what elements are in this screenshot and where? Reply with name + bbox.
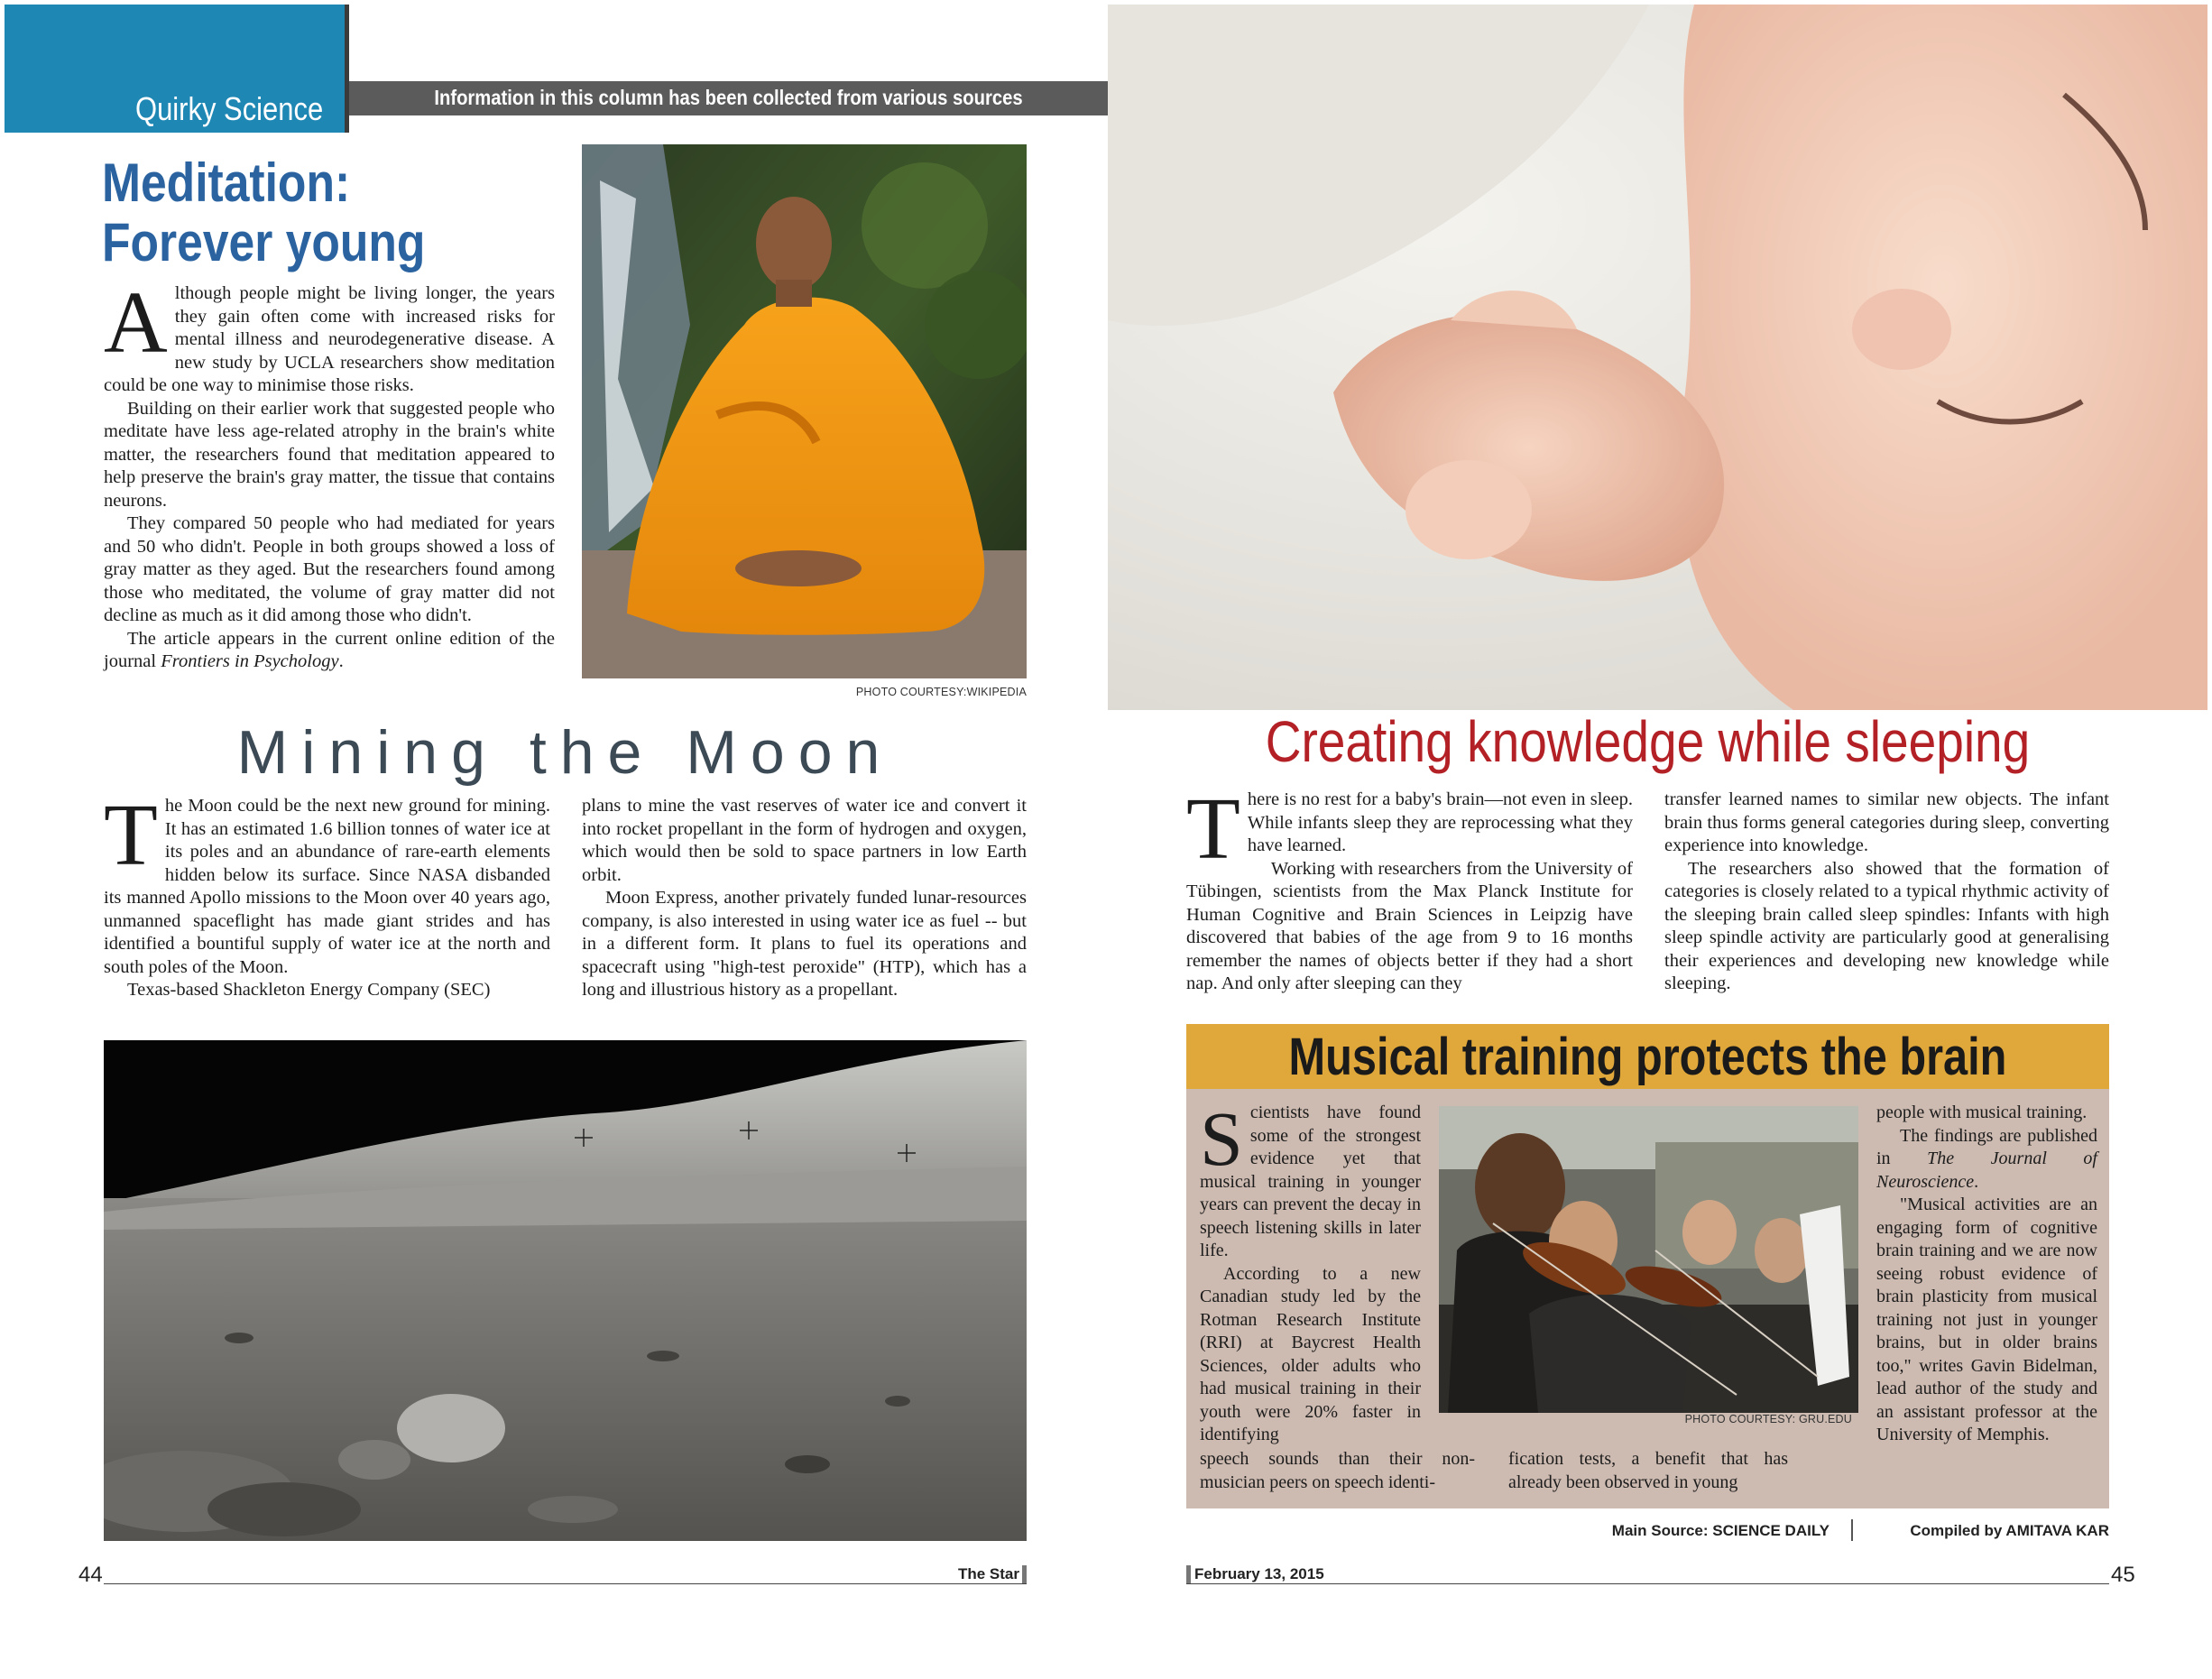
meditation-photo-credit: PHOTO COURTESY:WIKIPEDIA	[855, 686, 1027, 698]
moon-column-1	[104, 787, 550, 1002]
music-column-3	[1876, 1102, 2097, 1447]
sleep-headline: Creating knowledge while sleeping	[1265, 709, 2031, 774]
meditation-title-line1: Meditation:	[102, 152, 351, 213]
meditation-para-3: They compared 50 people who had mediated for years and 50 who didn't. People in both groups showed a loss of gray matter as they aged. But the researchers found among those who meditated, the volume of gray matter did not decline as much as it did among those who didn't.	[104, 513, 555, 625]
sleep-para-4: The researchers also showed that the formation of categories is closely related to a typical rhythmic activity of the sleeping brain called sleep spindles: Infants with high sleep spindle activity are particularly good at generalising their experiences and developing new knowledge while sleeping.	[1664, 858, 2109, 993]
journal-name: Frontiers in Psychology	[161, 651, 339, 671]
music-photo-credit: PHOTO COURTESY: GRU.EDU	[1684, 1413, 1852, 1425]
music-column-1	[1200, 1095, 1421, 1447]
publication-name: The Star	[957, 1565, 1019, 1582]
issue-date: February 13, 2015	[1194, 1565, 1324, 1582]
moon-column-2	[582, 795, 1027, 1002]
sleep-column-2	[1664, 789, 2109, 996]
neuroscience-journal: The Journal of Neuroscience	[1876, 1149, 2097, 1192]
meditation-dropcap: A	[104, 274, 168, 372]
sleep-para-2: Working with researchers from the University of Tübingen, scientists from the Max Planck Institute for Human Cognitive and Brain Sciences in Leipzig have discovered that babies of the age from 9 to 16 months remember the names of objects better if they had a short nap. And only after sleeping can they	[1186, 858, 1633, 993]
sleep-column-1	[1186, 780, 1633, 996]
monk-photo	[582, 144, 1027, 678]
footer-rule-right	[1186, 1583, 2109, 1584]
music-dropcap: S	[1200, 1095, 1243, 1182]
music-bottom-left: speech sounds than their non-musician peers on speech identi-	[1200, 1449, 1475, 1492]
sleep-para-1: here is no rest for a baby's brain—not even in sleep. While infants sleep they are reprocessing what they have learned.	[1247, 789, 1633, 855]
sleep-para-3: transfer learned names to similar new objects. The infant brain thus forms general categories during sleep, converting experience into knowledge.	[1664, 789, 2109, 855]
music-para-1: cientists have found some of the strongest evidence yet that musical training in younger years can prevent the decay in speech listening skills in later life.	[1200, 1102, 1421, 1260]
moon-photo	[104, 1040, 1027, 1541]
sleep-dropcap: T	[1186, 780, 1240, 878]
moon-para-2: Texas-based Shackleton Energy Company (SEC)	[127, 980, 491, 1000]
main-source: Main Source: SCIENCE DAILY	[1611, 1522, 1830, 1539]
music-title-bar	[1186, 1024, 2109, 1089]
section-title: Quirky Science	[135, 90, 324, 127]
moon-para-1: he Moon could be the next new ground for mining. It has an estimated 1.6 billion tonnes of water ice at its poles and an abundance of rare-earth elements hidden below its surface. Since NASA disbanded its manned Apollo missions to the Moon over 40 years ago, unmanned spaceflight has made giant strides and has identified a bountiful supply of water ice at the north and south poles of the Moon.	[104, 796, 550, 977]
music-para-3: people with musical training.	[1876, 1102, 2088, 1122]
compiled-by: Compiled by AMITAVA KAR	[1910, 1522, 2109, 1539]
meditation-title-line2: Forever young	[102, 212, 426, 272]
page-number-right: 45	[2111, 1563, 2135, 1587]
publication-mark	[1022, 1565, 1027, 1583]
meditation-headline	[102, 153, 425, 272]
date-mark	[1186, 1565, 1191, 1583]
credits-divider	[1851, 1519, 1853, 1541]
meditation-para-1: lthough people might be living longer, the years they gain often come with increased risks for mental illness and neurodegenerative disease. A new study by UCLA researchers show meditation could be one way to minimise those risks.	[104, 283, 555, 395]
music-para-5: "Musical activities are an engaging form of cognitive brain training and we are now seeing robust evidence of brain plasticity from musical training not just in younger brains, but in older brains too," writes Gavin Bidelman, lead author of the study and an assistant professor at the University of Memphis.	[1876, 1195, 2097, 1444]
baby-photo	[1108, 5, 2207, 710]
moon-headline: Mining the Moon	[236, 718, 894, 787]
music-para-2: According to a new Canadian study led by the Rotman Research Institute (RRI) at Baycrest Health Sciences, older adults who had musical training in their youth were 20% faster in identifying	[1200, 1263, 1421, 1444]
meditation-para-4: The article appears in the current online edition of the journal Frontiers in Psychology.	[104, 628, 555, 671]
meditation-body	[104, 274, 555, 674]
music-para-4: The findings are published in The Journal of Neuroscience.	[1876, 1125, 2097, 1192]
meditation-para-2: Building on their earlier work that suggested people who meditate have less age-related atrophy in the brain's white matter, the researchers found that meditation appeared to help preserve the brain's gray matter, the tissue that contains neurons.	[104, 398, 555, 511]
moon-para-3: plans to mine the vast reserves of water ice and convert it into rocket propellant in the form of hydrogen and oxygen, which would then be sold to space partners in low Earth orbit.	[582, 796, 1027, 885]
moon-para-4: Moon Express, another privately funded lunar-resources company, is also interested in using water ice as fuel -- but in a different form. It plans to fuel its operations and spacecraft using "high-test peroxide" (HTP), which has a long and illustrious history as a propellant.	[582, 888, 1027, 1000]
footer-rule-left	[104, 1583, 1027, 1584]
header-note: Information in this column has been collected from various sources	[434, 86, 1023, 109]
header-note-bar	[349, 81, 1108, 115]
page-number-left: 44	[78, 1563, 103, 1587]
music-headline: Musical training protects the brain	[1288, 1028, 2007, 1086]
music-bottom-middle: fication tests, a benefit that has already been observed in young	[1508, 1449, 1788, 1492]
orchestra-photo	[1439, 1106, 1858, 1413]
moon-dropcap: T	[104, 787, 158, 884]
